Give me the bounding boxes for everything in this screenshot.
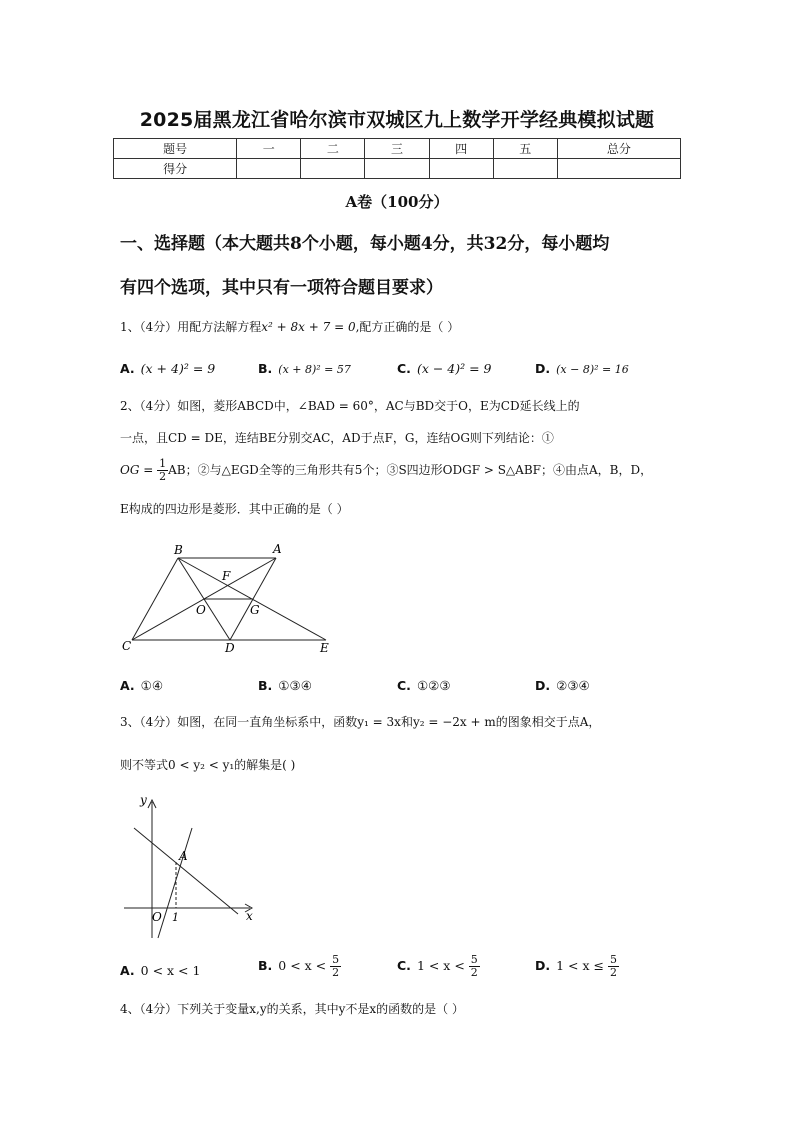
q2-statements: AB；②与△EGD全等的三角形共有5个；③S四边形ODGF > S△ABF；④由点A，B，D， (168, 463, 653, 477)
option-letter: D. (535, 958, 551, 973)
q1-suffix: ,配方正确的是（ ） (355, 320, 460, 334)
q3-option-b[interactable] (258, 954, 341, 979)
q3-option-a[interactable] (120, 963, 200, 978)
q1-equation: x² + 8x + 7 = 0 (261, 320, 356, 334)
section-heading-line1: 一、选择题（本大题共8个小题，每小题4分，共32分，每小题均 (120, 234, 610, 254)
exam-title: 2025届黑龙江省哈尔滨市双城区九上数学开学经典模拟试题 (139, 109, 655, 131)
q1-prefix: 1、（4分）用配方法解方程 (120, 320, 262, 334)
label-A: A (179, 849, 188, 863)
option-text: 0 < x < (278, 958, 327, 973)
option-letter: C. (397, 678, 411, 693)
q2-option-b[interactable] (258, 678, 312, 693)
q1-option-b[interactable] (258, 361, 351, 376)
option-text: ①③④ (278, 678, 312, 693)
q2-line3 (120, 458, 652, 483)
option-text: ②③④ (556, 678, 590, 693)
q2-line1: 2、（4分）如图，菱形ABCD中，∠BAD = 60°，AC与BD交于O，E为CD延长线上的 (120, 399, 580, 413)
section-heading (120, 222, 680, 310)
rhombus-figure (118, 540, 338, 660)
q2-option-a[interactable] (120, 678, 163, 693)
label-G: G (250, 603, 260, 617)
q2-line4: E构成的四边形是菱形．其中正确的是（ ） (120, 502, 349, 516)
option-text: (x + 4)² = 9 (140, 361, 216, 376)
option-fraction (330, 954, 341, 979)
option-fraction (469, 954, 480, 979)
score-cell (429, 159, 493, 179)
q1-option-d[interactable] (535, 361, 629, 376)
coordinate-figure (118, 790, 268, 940)
option-text: (x − 8)² = 16 (556, 363, 629, 376)
option-letter: B. (258, 678, 273, 693)
q1-option-c[interactable] (397, 361, 492, 376)
label-y: y (140, 793, 147, 807)
option-letter: A. (120, 361, 135, 376)
option-letter: C. (397, 958, 411, 973)
fraction-numerator: 5 (332, 953, 340, 966)
fraction-numerator: 5 (470, 953, 478, 966)
q3-option-c[interactable] (397, 954, 480, 979)
score-cell (365, 159, 429, 179)
label-F: F (222, 569, 231, 583)
label-x: x (246, 909, 253, 923)
q3-line2: 则不等式0 < y₂ < y₁的解集是( ) (120, 758, 296, 772)
option-text: 0 < x < 1 (140, 963, 201, 978)
option-text: 1 < x < (416, 958, 465, 973)
label-A: A (273, 542, 282, 556)
score-cell (557, 159, 680, 179)
q1-option-a[interactable] (120, 361, 215, 376)
q2-line2: 一点，且CD = DE，连结BE分别交AC，AD于点F，G，连结OG则下列结论：① (120, 431, 554, 445)
score-table (113, 138, 681, 179)
section-heading-line2: 有四个选项，其中只有一项符合题目要求） (120, 278, 443, 298)
option-letter: A. (120, 678, 135, 693)
option-letter: D. (535, 678, 551, 693)
q3-option-d[interactable] (535, 954, 619, 979)
option-text: (x − 4)² = 9 (416, 361, 492, 376)
fraction-denominator: 2 (159, 470, 167, 483)
label-O: O (196, 603, 206, 617)
score-header-cell: 一 (237, 139, 301, 159)
option-text: 1 < x ≤ (556, 958, 604, 973)
label-O: O (152, 910, 162, 924)
score-cell (493, 159, 557, 179)
q3-line1: 3、（4分）如图，在同一直角坐标系中，函数y₁ = 3x和y₂ = −2x + m的图象相交于点A， (120, 715, 601, 729)
label-C: C (122, 639, 132, 653)
segment-BC (132, 558, 178, 640)
fraction-denominator: 2 (470, 966, 478, 979)
score-header-cell: 四 (429, 139, 493, 159)
option-letter: D. (535, 361, 551, 376)
score-header-cell: 三 (365, 139, 429, 159)
option-letter: B. (258, 361, 273, 376)
option-fraction (608, 954, 619, 979)
option-text: (x + 8)² = 57 (278, 363, 351, 376)
option-text: ①④ (140, 678, 164, 693)
line-y2 (134, 828, 238, 914)
fraction-denominator: 2 (609, 966, 617, 979)
label-D: D (225, 641, 235, 655)
option-letter: C. (397, 361, 411, 376)
label-1: 1 (172, 911, 179, 924)
label-B: B (174, 543, 183, 557)
fraction-numerator: 1 (159, 457, 167, 470)
score-header-cell: 二 (301, 139, 365, 159)
q2-fraction (157, 458, 168, 483)
score-header-cell: 五 (493, 139, 557, 159)
score-table-score-row (114, 159, 681, 179)
option-letter: A. (120, 963, 135, 978)
score-header-cell: 题号 (114, 139, 237, 159)
label-E: E (320, 641, 329, 655)
q2-option-d[interactable] (535, 678, 590, 693)
question-1 (120, 318, 459, 335)
score-header-cell: 总分 (557, 139, 680, 159)
score-cell (237, 159, 301, 179)
paper-label: A卷（100分） (345, 193, 449, 211)
fraction-denominator: 2 (332, 966, 340, 979)
q2-option-c[interactable] (397, 678, 451, 693)
score-cell (301, 159, 365, 179)
option-text: ①②③ (416, 678, 451, 693)
q4-line1: 4、（4分）下列关于变量x,y的关系，其中y不是x的函数的是（ ） (120, 1002, 464, 1016)
fraction-numerator: 5 (609, 953, 617, 966)
option-letter: B. (258, 958, 273, 973)
score-row-label: 得分 (114, 159, 237, 179)
q2-og-text: OG = (120, 463, 154, 477)
score-table-header-row (114, 139, 681, 159)
